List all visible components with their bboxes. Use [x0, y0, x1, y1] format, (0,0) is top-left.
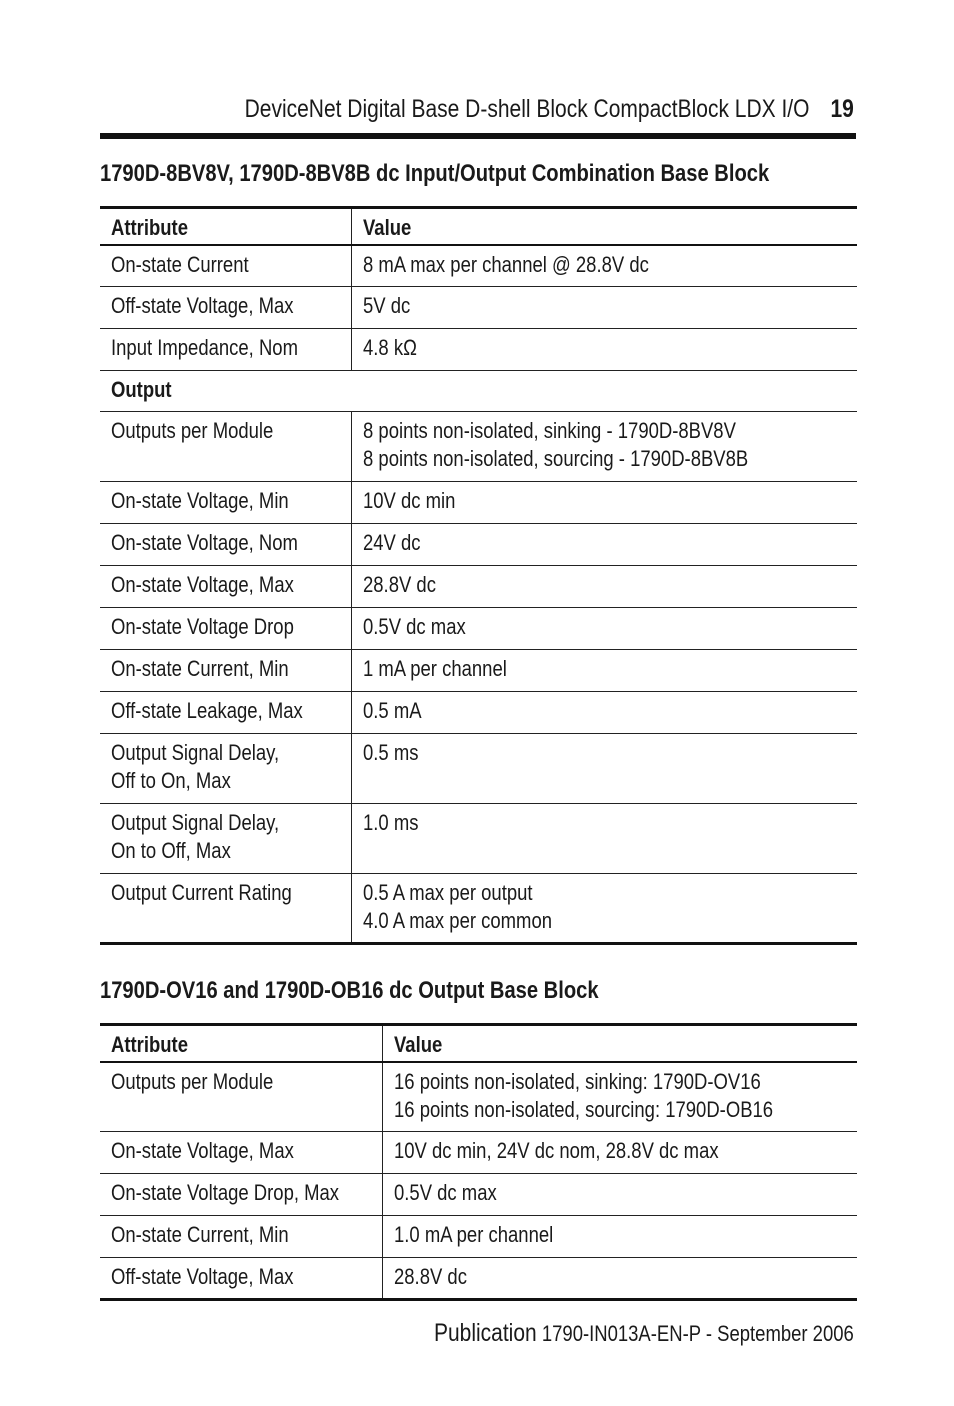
- section-title-output-block: 1790D-OV16 and 1790D-OB16 dc Output Base Block: [100, 977, 599, 1004]
- column-header-value: Value: [394, 1032, 443, 1057]
- attribute-cell: On-state Voltage, Min: [100, 482, 351, 524]
- value-cell: 0.5V dc max: [394, 1180, 498, 1205]
- output-section-row: [100, 371, 857, 412]
- attribute-cell: On-state Voltage, Max: [100, 1132, 383, 1174]
- value-cell: 10V dc min: [362, 488, 455, 513]
- attribute-cell: Outputs per Module: [100, 1062, 383, 1132]
- section-title-combination-block: 1790D-8BV8V, 1790D-8BV8B dc Input/Output Combination Base Block: [100, 160, 770, 187]
- footer-publication-label: Publication: [434, 1319, 537, 1347]
- table-row: [100, 608, 857, 650]
- table-row: [100, 874, 857, 944]
- table-row: [100, 482, 857, 524]
- attribute-cell: Output Signal Delay, On to Off, Max: [100, 804, 351, 874]
- table-row: [100, 1062, 857, 1132]
- table-row: [100, 524, 857, 566]
- value-cell: 24V dc: [362, 530, 421, 555]
- value-cell: 8 mA max per channel @ 28.8V dc: [362, 251, 649, 277]
- attribute-cell: Output Signal Delay, Off to On, Max: [100, 734, 351, 804]
- running-header: [100, 92, 856, 126]
- value-cell: 0.5 ms: [362, 740, 418, 765]
- page-number: 19: [830, 95, 854, 123]
- table-row: [100, 692, 857, 734]
- value-cell: 1.0 mA per channel: [394, 1222, 554, 1247]
- attribute-cell: On-state Voltage, Max: [100, 566, 351, 608]
- value-cell: 0.5 mA: [362, 698, 422, 723]
- table-row: [100, 329, 857, 371]
- table-row: [100, 245, 857, 287]
- value-cell: 28.8V dc: [362, 572, 436, 597]
- value-cell: 8 points non-isolated, sinking - 1790D-8BV8V 8 points non-isolated, sourcing - 1790D-8BV8B: [362, 418, 748, 471]
- output-heading: Output: [111, 377, 172, 402]
- value-cell: 1 mA per channel: [362, 656, 507, 681]
- attribute-cell: On-state Voltage Drop: [100, 608, 351, 650]
- column-header-attribute: Attribute: [100, 208, 351, 245]
- table-row: [100, 566, 857, 608]
- attribute-cell: Off-state Voltage, Max: [100, 1258, 383, 1300]
- value-cell: 0.5 A max per output 4.0 A max per common: [362, 880, 552, 933]
- attribute-cell: Output Current Rating: [100, 874, 351, 944]
- spec-table-output-block: [100, 1023, 857, 1301]
- attribute-cell: On-state Current: [100, 245, 351, 287]
- value-cell: 0.5V dc max: [362, 614, 466, 639]
- footer-publication-number: 1790-IN013A-EN-P - September 2006: [542, 1321, 854, 1346]
- attribute-cell: Off-state Voltage, Max: [100, 287, 351, 329]
- value-cell: 28.8V dc: [394, 1264, 468, 1289]
- column-header-value: Value: [362, 215, 411, 240]
- table-row: [100, 287, 857, 329]
- running-header-title: DeviceNet Digital Base D-shell Block CompactBlock LDX I/O: [244, 95, 809, 123]
- table-row: [100, 1258, 857, 1300]
- table-header-row: [100, 208, 857, 245]
- table-row: [100, 650, 857, 692]
- value-cell: 4.8 kΩ: [362, 335, 417, 360]
- table-row: [100, 412, 857, 482]
- value-cell: 10V dc min, 24V dc nom, 28.8V dc max: [394, 1138, 720, 1163]
- value-cell: 5V dc: [362, 293, 410, 318]
- table-row: [100, 1216, 857, 1258]
- table-row: [100, 1132, 857, 1174]
- table-row: [100, 734, 857, 804]
- attribute-cell: On-state Voltage Drop, Max: [100, 1174, 383, 1216]
- column-header-attribute: Attribute: [100, 1025, 383, 1062]
- page-footer: [354, 1316, 854, 1350]
- attribute-cell: On-state Voltage, Nom: [100, 524, 351, 566]
- table-header-row: [100, 1025, 857, 1062]
- attribute-cell: On-state Current, Min: [100, 1216, 383, 1258]
- attribute-cell: Input Impedance, Nom: [100, 329, 351, 371]
- attribute-cell: On-state Current, Min: [100, 650, 351, 692]
- value-cell: 16 points non-isolated, sinking: 1790D-OV16 16 points non-isolated, sourcing: 1790D-OB16: [394, 1068, 774, 1122]
- value-cell: 1.0 ms: [362, 810, 418, 835]
- table-row: [100, 804, 857, 874]
- spec-table-combination-block: [100, 206, 857, 945]
- table-row: [100, 1174, 857, 1216]
- attribute-cell: Outputs per Module: [100, 412, 351, 482]
- header-rule: [100, 133, 856, 139]
- attribute-cell: Off-state Leakage, Max: [100, 692, 351, 734]
